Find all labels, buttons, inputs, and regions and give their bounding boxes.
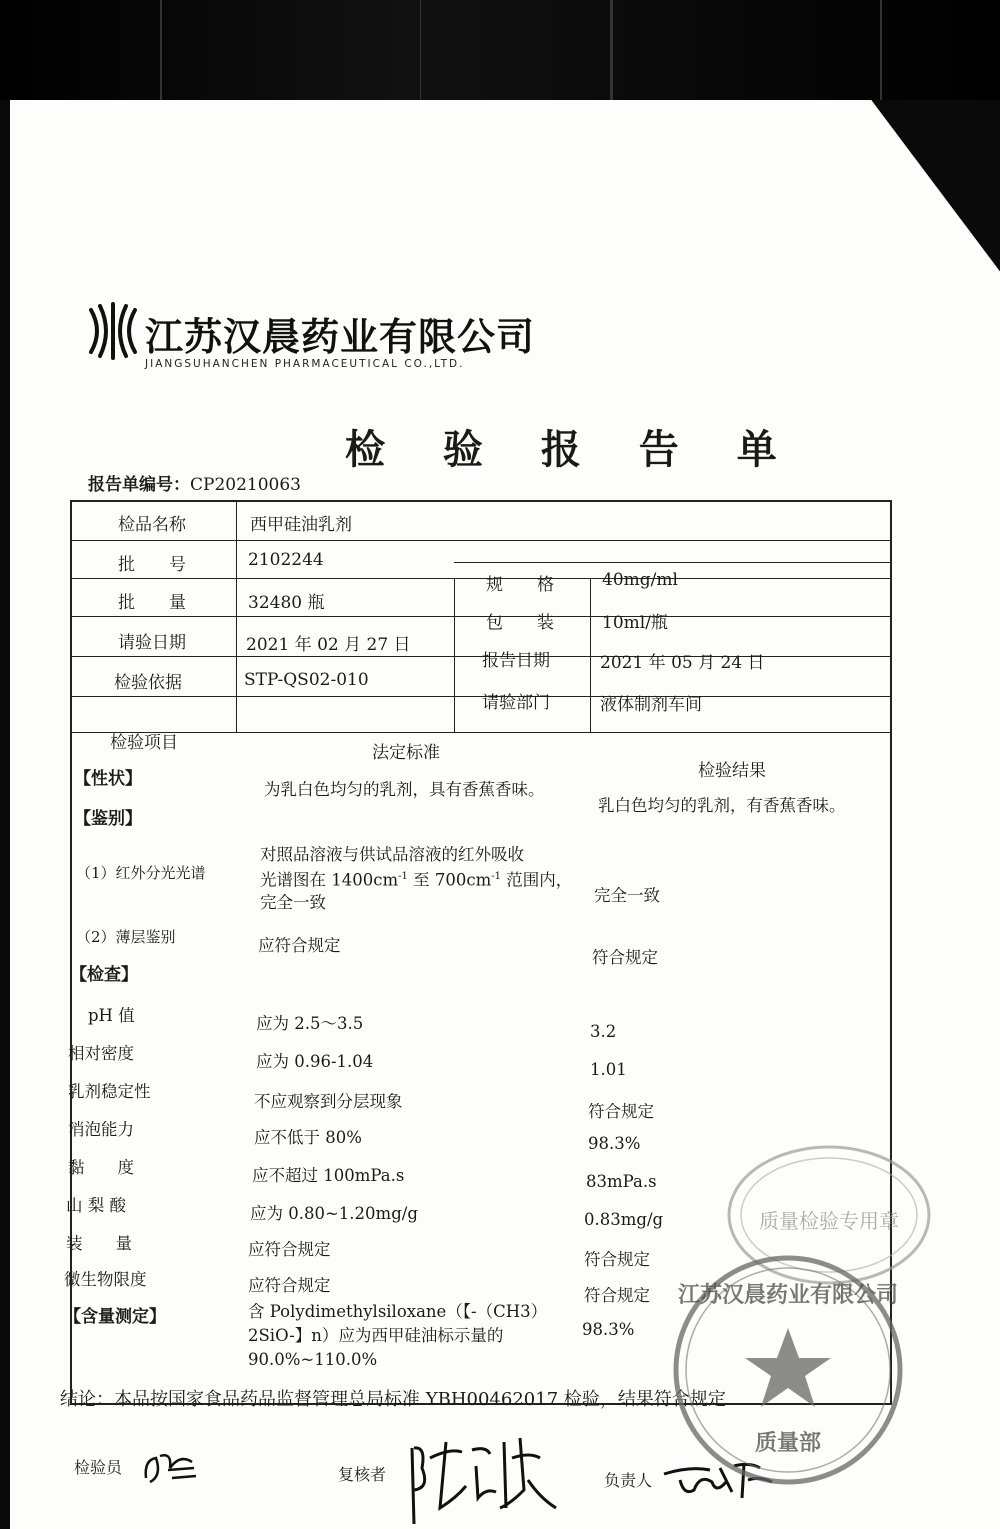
check-item: 黏 度 (68, 1158, 134, 1177)
appearance-standard: 为乳白色均匀的乳剂，具有香蕉香味。 (264, 780, 545, 799)
basis-value: STP-QS02-010 (244, 670, 369, 690)
ir-sup1: -1 (398, 871, 408, 882)
check-standard: 应符合规定 (248, 1240, 331, 1259)
batch-no-value: 2102244 (248, 550, 324, 570)
check-standard: 应为 0.96-1.04 (256, 1052, 374, 1071)
product-name-label: 检品名称 (118, 515, 186, 535)
report-date-label: 报告日期 (482, 651, 550, 671)
check-result: 98.3% (588, 1134, 641, 1153)
seal-text: 江苏汉晨药业有限公司 (677, 1283, 899, 1308)
check-standard: 不应观察到分层现象 (254, 1092, 403, 1111)
check-result: 符合规定 (584, 1250, 650, 1269)
request-date-label: 请验日期 (118, 633, 186, 653)
check-item: 装 量 (66, 1234, 132, 1253)
spec-value: 40mg/ml (602, 570, 678, 590)
company-name-en: JIANGSUHANCHEN PHARMACEUTICAL CO.,LTD. (145, 358, 465, 370)
basis-label: 检验依据 (114, 673, 182, 693)
department-value: 液体制剂车间 (600, 695, 702, 715)
package-label: 包 装 (486, 613, 554, 633)
ir-result: 完全一致 (594, 886, 660, 905)
column-standard-header: 法定标准 (372, 743, 440, 763)
check-item: 微生物限度 (64, 1270, 147, 1289)
ir-standard-line2 (260, 866, 590, 892)
conclusion: 结论：本品按国家食品药品监督管理总局标准 YBH00462017 检验，结果符合规定 (60, 1389, 726, 1410)
reviewer-label: 复核者 (338, 1465, 387, 1484)
check-result: 3.2 (590, 1022, 617, 1041)
section-check: 【检查】 (70, 965, 138, 985)
secondary-stamp-text: 质量检验专用章 (759, 1209, 899, 1233)
check-item: 相对密度 (68, 1044, 134, 1063)
company-name-cn: 江苏汉晨药业有限公司 (145, 315, 536, 359)
check-item: 乳剂稳定性 (68, 1082, 151, 1101)
batch-no-label: 批 号 (118, 555, 186, 575)
inspector-label: 检验员 (74, 1458, 123, 1477)
seal-subtext: 质量部 (754, 1431, 822, 1456)
batch-qty-value: 32480 瓶 (248, 593, 325, 613)
assay-standard-line2: 2SiO-】n）应为西甲硅油标示量的 (248, 1326, 504, 1345)
check-result: 0.83mg/g (584, 1210, 664, 1229)
column-item-header: 检验项目 (110, 733, 178, 753)
check-standard: 应不低于 80% (254, 1128, 362, 1147)
check-standard: 应为 0.80~1.20mg/g (250, 1204, 418, 1223)
product-name-value: 西甲硅油乳剂 (250, 515, 352, 535)
batch-qty-label: 批 量 (118, 593, 186, 613)
inspector-signature (140, 1448, 200, 1488)
department-label: 请验部门 (482, 693, 550, 713)
report-number-label: 报告单编号： (88, 475, 190, 495)
section-appearance: 【性状】 (74, 769, 142, 789)
report-date-value: 2021 年 05 月 24 日 (600, 653, 765, 673)
section-assay: 【含量测定】 (64, 1307, 166, 1327)
column-result-header: 检验结果 (698, 761, 766, 781)
check-item: pH 值 (88, 1006, 135, 1025)
package-value: 10ml/瓶 (602, 613, 668, 633)
reviewer-signature (400, 1428, 560, 1528)
report-number-value: CP20210063 (190, 475, 301, 495)
responsible-label: 负责人 (604, 1471, 653, 1490)
check-standard: 应符合规定 (248, 1276, 331, 1295)
ir-standard-line2c: 范围内， (501, 870, 573, 890)
check-standard: 应不超过 100mPa.s (252, 1166, 405, 1185)
check-result: 符合规定 (588, 1102, 654, 1121)
ir-standard-line2a: 光谱图在 1400cm (260, 870, 399, 890)
check-result: 83mPa.s (586, 1172, 657, 1191)
spec-label: 规 格 (486, 575, 554, 595)
request-date-value: 2021 年 02 月 27 日 (246, 635, 411, 655)
check-result: 符合规定 (584, 1286, 650, 1305)
company-logo (85, 300, 536, 390)
check-result: 1.01 (590, 1060, 627, 1079)
ir-standard-line1: 对照品溶液与供试品溶液的红外吸收 (260, 845, 524, 864)
section-identification: 【鉴别】 (74, 809, 142, 829)
assay-result: 98.3% (582, 1320, 635, 1339)
tlc-standard: 应符合规定 (258, 936, 341, 955)
tlc-result: 符合规定 (592, 948, 658, 967)
report-number (88, 470, 301, 495)
check-item: 消泡能力 (68, 1120, 134, 1139)
company-seal (668, 1250, 908, 1490)
ir-standard-line2b: 至 700cm (407, 870, 492, 890)
assay-standard-line1: 含 Polydimethylsiloxane（【-（CH3） (248, 1302, 548, 1321)
ir-standard (260, 844, 590, 914)
scanner-black-margin (0, 0, 1000, 100)
ir-standard-line3: 完全一致 (260, 892, 326, 912)
report-title: 检 验 报 告 单 (345, 426, 799, 473)
ir-item: （1）红外分光光谱 (76, 864, 206, 882)
assay-standard (248, 1300, 578, 1372)
check-standard: 应为 2.5～3.5 (256, 1014, 364, 1033)
company-logo-icon (85, 300, 141, 362)
assay-standard-line3: 90.0%~110.0% (248, 1350, 378, 1369)
ir-sup2: -1 (491, 871, 501, 882)
appearance-result: 乳白色均匀的乳剂，有香蕉香味。 (598, 796, 846, 815)
tlc-item: （2）薄层鉴别 (76, 928, 176, 946)
check-item: 山 梨 酸 (66, 1196, 126, 1215)
seal-star-icon (745, 1328, 831, 1407)
